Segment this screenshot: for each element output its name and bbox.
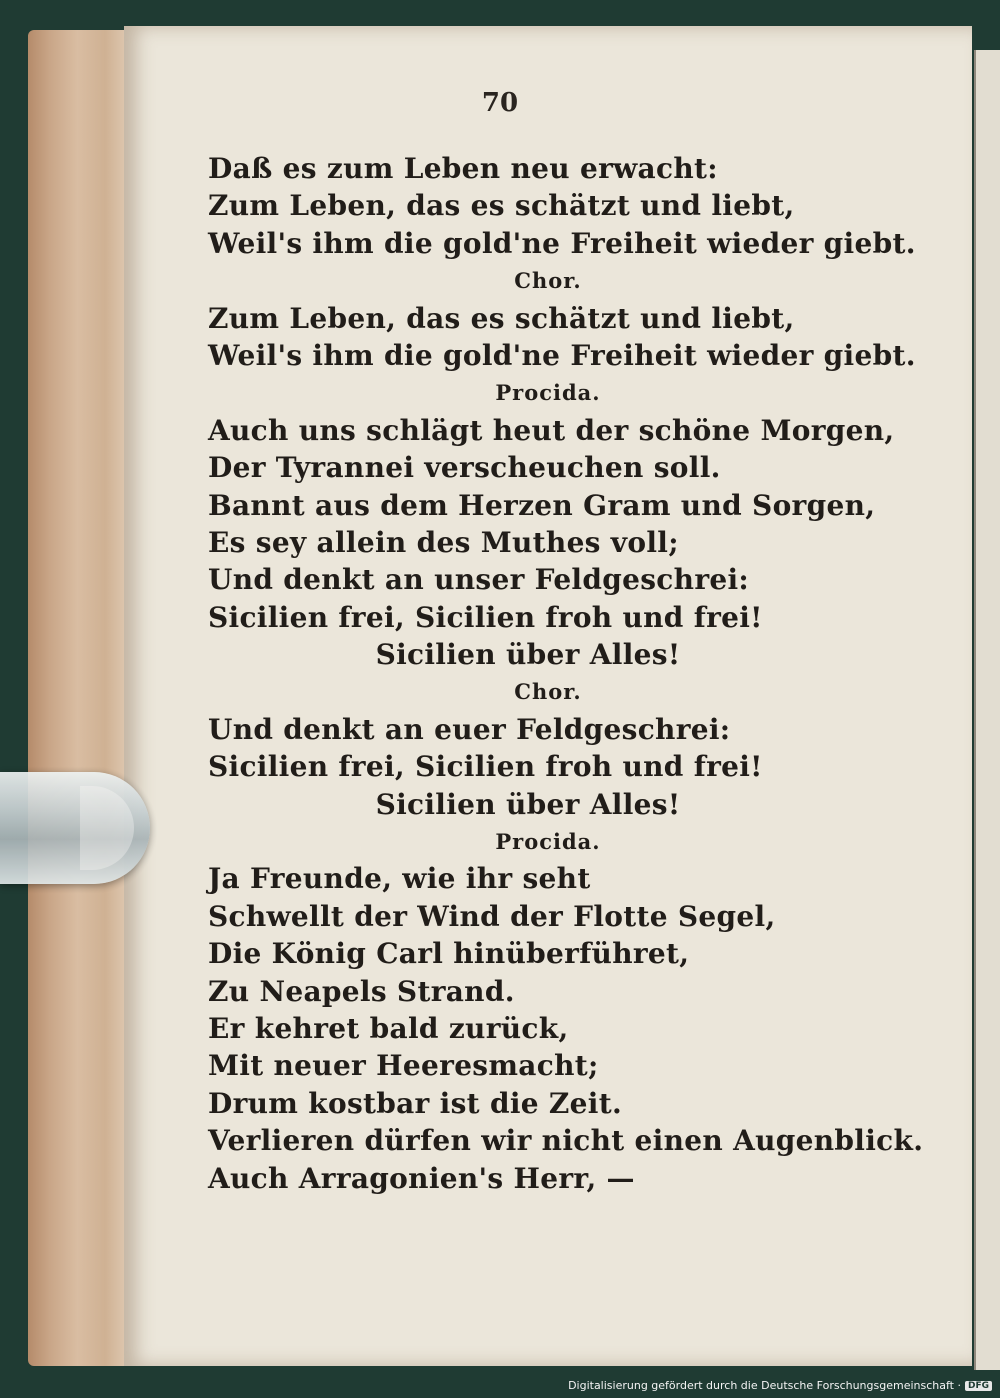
verse-line: Sicilien über Alles!	[375, 638, 681, 672]
verse-line: Zum Leben, das es schätzt und liebt,	[208, 301, 795, 335]
digitization-footer	[568, 1379, 992, 1392]
verse-line: Auch Arragonien's Herr, —	[208, 1161, 635, 1195]
facing-page-edge	[974, 50, 1000, 1370]
book-page-edges	[28, 30, 138, 1366]
speaker-label: Procida.	[495, 829, 601, 855]
verse-line: Er kehret bald zurück,	[208, 1011, 569, 1045]
verse-line: Der Tyrannei verscheuchen soll.	[208, 451, 721, 485]
verse-line: Sicilien über Alles!	[375, 787, 681, 821]
verse-line: Und denkt an unser Feldgeschrei:	[208, 563, 750, 597]
verse-text-block	[208, 150, 924, 1197]
verse-line: Auch uns schlägt heut der schöne Morgen,	[208, 413, 895, 447]
page-holder-clip	[0, 772, 150, 884]
footer-credit: Digitalisierung gefördert durch die Deutsche Forschungsgemeinschaft ·	[568, 1379, 961, 1392]
verse-line: Sicilien frei, Sicilien froh und frei!	[208, 750, 763, 784]
verse-line: Es sey allein des Muthes voll;	[208, 525, 679, 559]
verse-line: Zum Leben, das es schätzt und liebt,	[208, 189, 795, 223]
dfg-logo-icon: DFG	[965, 1381, 992, 1391]
verse-line: Weil's ihm die gold'ne Freiheit wieder giebt.	[208, 226, 916, 260]
verse-line: Verlieren dürfen wir nicht einen Augenblick.	[208, 1124, 924, 1158]
verse-line: Die König Carl hinüberführet,	[208, 937, 690, 971]
page-number: 70	[481, 88, 519, 118]
verse-line: Drum kostbar ist die Zeit.	[208, 1086, 622, 1120]
verse-line: Sicilien frei, Sicilien froh und frei!	[208, 600, 763, 634]
verse-line: Und denkt an euer Feldgeschrei:	[208, 712, 731, 746]
verse-line: Bannt aus dem Herzen Gram und Sorgen,	[208, 488, 876, 522]
verse-line: Zu Neapels Strand.	[208, 974, 515, 1008]
verse-line: Weil's ihm die gold'ne Freiheit wieder giebt.	[208, 338, 916, 372]
verse-line: Schwellt der Wind der Flotte Segel,	[208, 899, 776, 933]
speaker-label: Procida.	[495, 380, 601, 406]
verse-line: Mit neuer Heeresmacht;	[208, 1049, 599, 1083]
verse-line: Daß es zum Leben neu erwacht:	[208, 152, 718, 185]
speaker-label: Chor.	[514, 679, 582, 705]
speaker-label: Chor.	[514, 268, 582, 294]
verse-line: Ja Freunde, wie ihr seht	[208, 862, 591, 896]
